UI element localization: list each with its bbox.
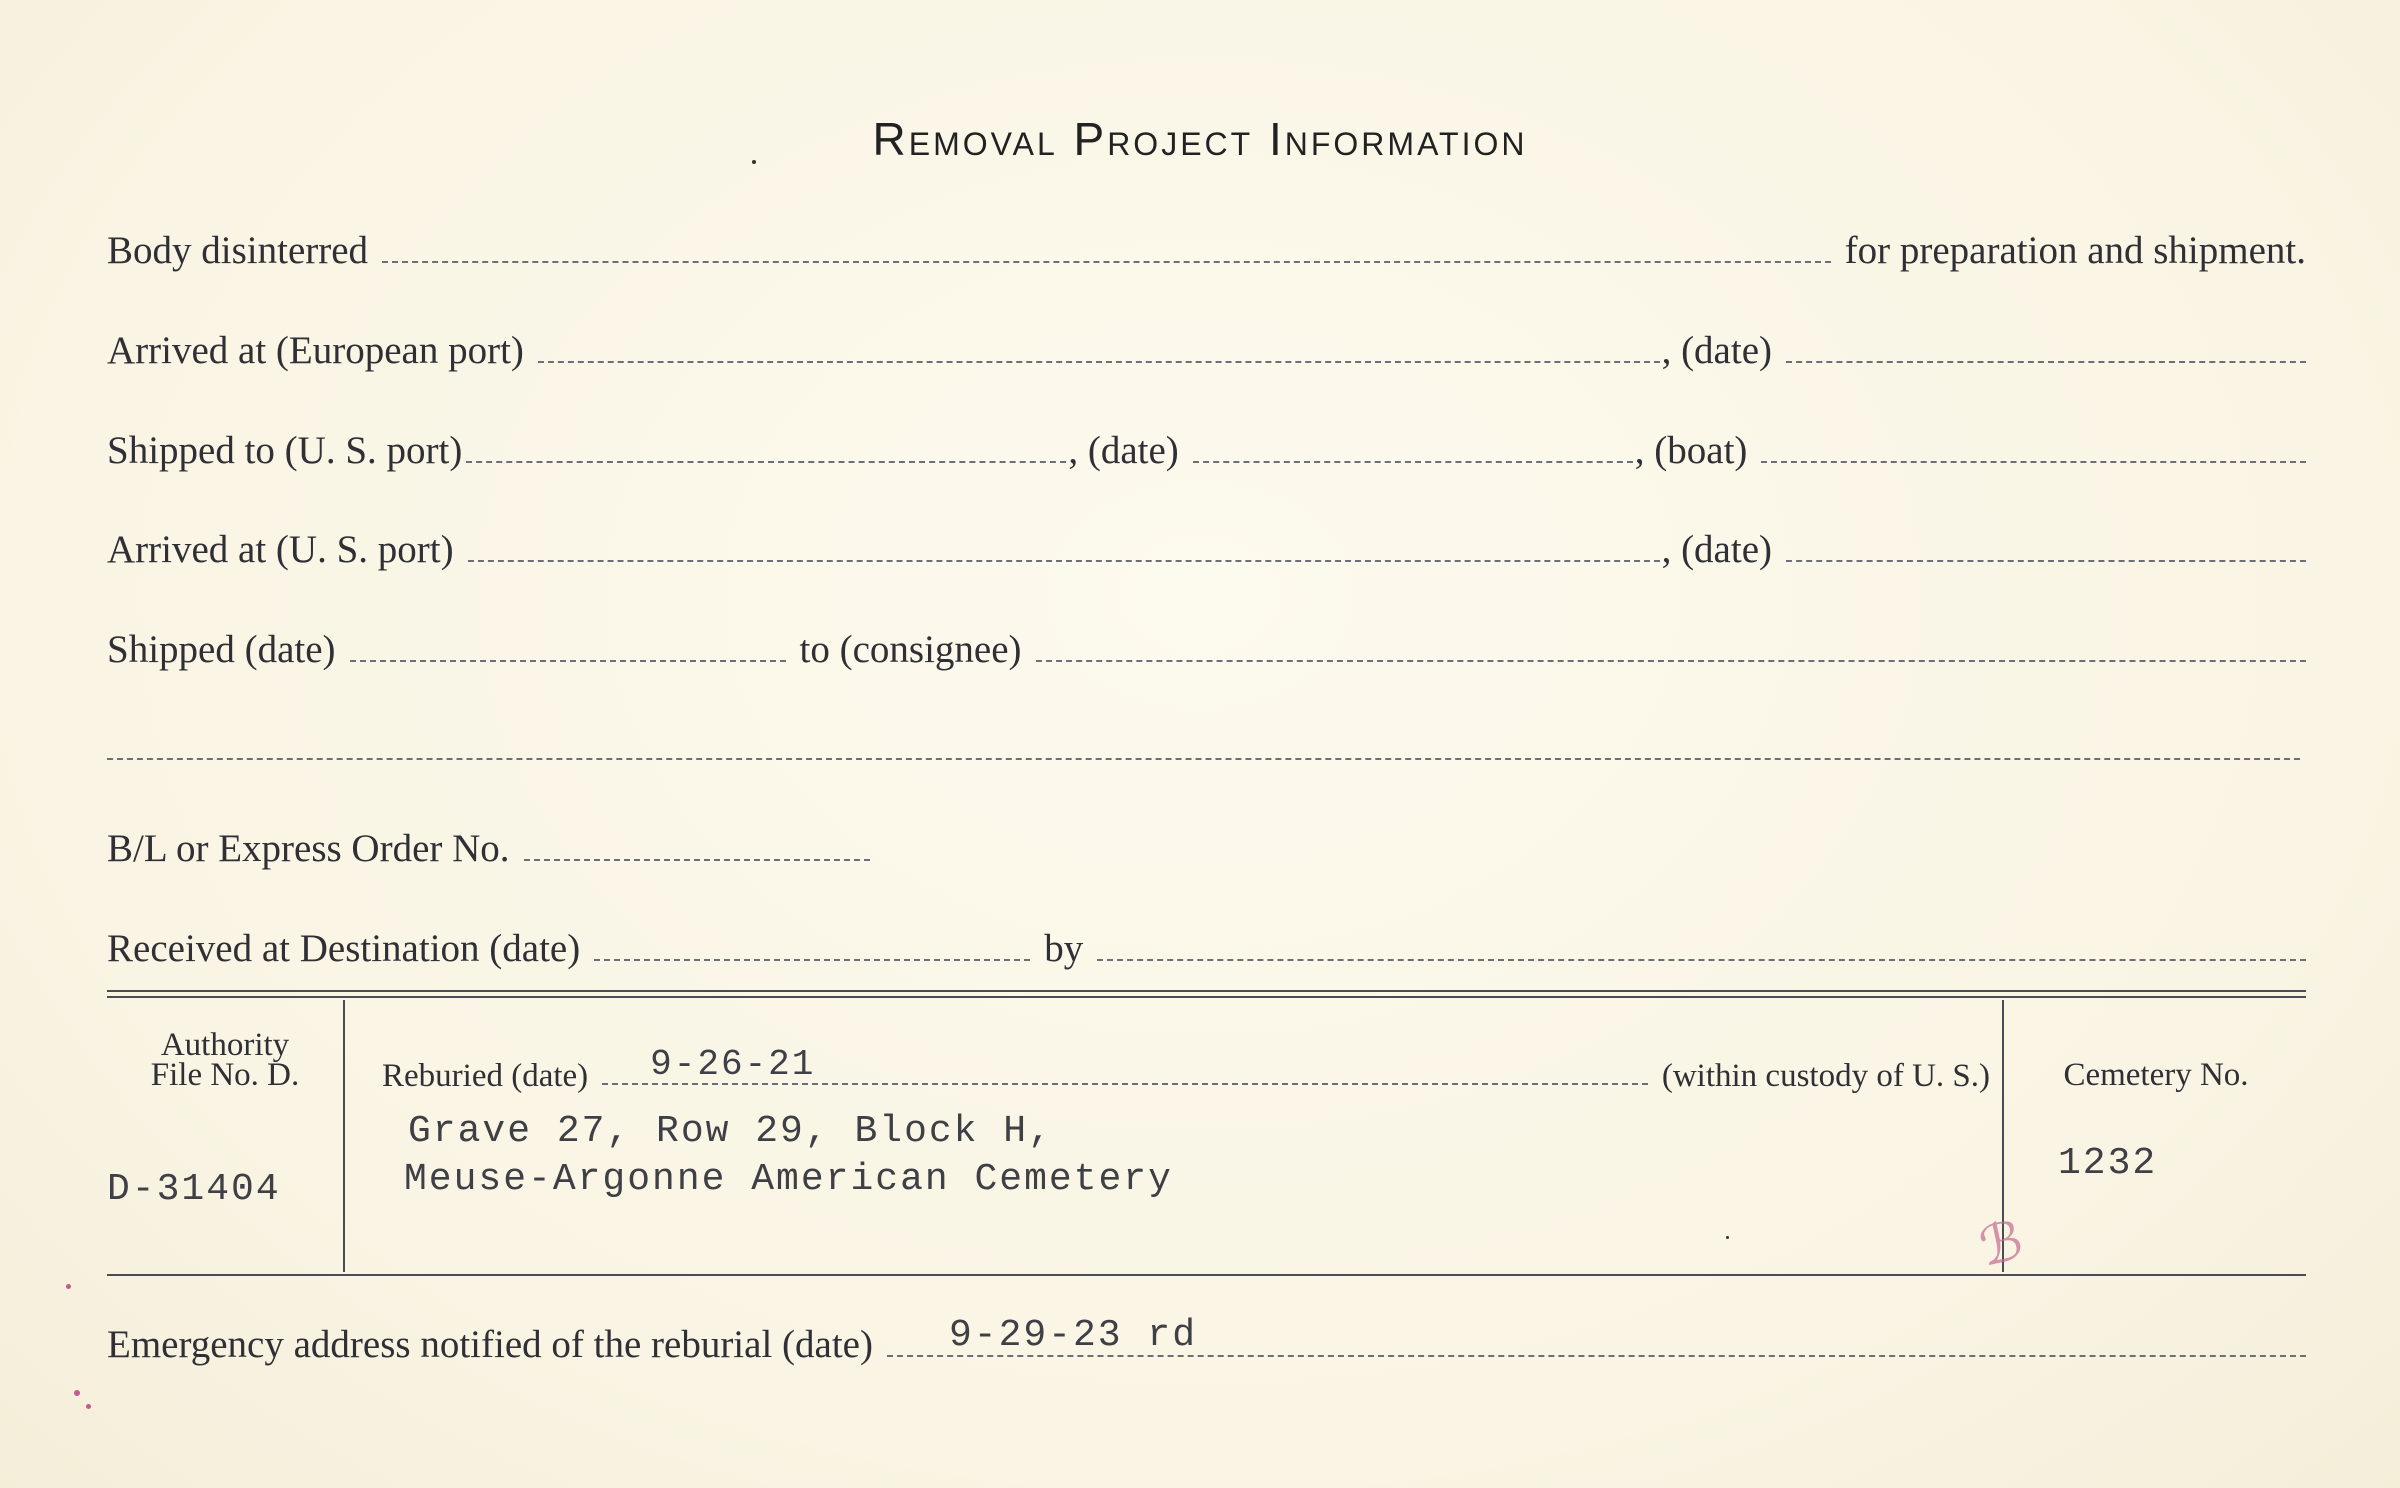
shipped-to-port-field <box>466 461 1066 463</box>
page-title: Removal Project Information <box>872 113 1528 165</box>
cemetery-label: Cemetery No. <box>2063 1057 2249 1093</box>
grave-location-line2: Meuse-Argonne American Cemetery <box>404 1158 1173 1201</box>
authority-label-line1: Authority <box>160 1027 290 1063</box>
shipped-date-field <box>1193 461 1633 463</box>
paper-speck <box>1726 1236 1729 1239</box>
received-label: Received at Destination (date) <box>107 927 581 970</box>
arrived-us-date-field <box>1786 560 2306 562</box>
reburied-row <box>382 1044 1990 1095</box>
shipped-date-label: , (date) <box>1068 429 1179 472</box>
bl-order-row <box>107 826 884 871</box>
body-disinterred-row <box>107 228 2306 273</box>
by-label: by <box>1044 927 1084 970</box>
emergency-row <box>107 1314 2306 1367</box>
shipped-to-label: Shipped to (U. S. port) <box>107 429 463 472</box>
ink-speck <box>66 1284 71 1289</box>
authority-label-line2: File No. D. <box>150 1057 300 1093</box>
for-preparation-label: for preparation and shipment. <box>1844 229 2306 272</box>
arrived-us-row <box>107 527 2306 572</box>
arrived-us-date-label: , (date) <box>1661 528 1772 571</box>
bl-order-field <box>524 859 870 861</box>
shipped-date-field2 <box>350 660 786 662</box>
emergency-label: Emergency address notified of the reburial (date) <box>107 1323 873 1366</box>
section-rule-bottom <box>107 1274 2306 1276</box>
reburied-date-field <box>602 1044 1648 1085</box>
ink-speck <box>74 1390 80 1396</box>
shipped-consignee-row <box>107 627 2306 672</box>
arrived-us-field <box>468 560 1660 562</box>
bl-order-label: B/L or Express Order No. <box>107 827 510 870</box>
emergency-date-field <box>887 1314 2306 1357</box>
received-row <box>107 926 2306 971</box>
shipped-date-label2: Shipped (date) <box>107 628 336 671</box>
consignee-continuation-line <box>107 758 2300 760</box>
consignee-field <box>1036 660 2306 662</box>
section-rule-top-double <box>107 996 2306 998</box>
reburied-label: Reburied (date) <box>382 1058 589 1094</box>
consignee-label: to (consignee) <box>799 628 1022 671</box>
authority-divider <box>343 1000 345 1272</box>
grave-location-line1: Grave 27, Row 29, Block H, <box>408 1110 1053 1153</box>
reburied-date-value: 9-26-21 <box>650 1044 816 1085</box>
body-disinterred-field <box>382 261 1831 263</box>
shipped-to-row <box>107 428 2306 473</box>
authority-label <box>107 1027 343 1093</box>
cemetery-number: 1232 <box>2058 1142 2158 1185</box>
arrived-european-date-field <box>1786 361 2306 363</box>
arrived-us-label: Arrived at (U. S. port) <box>107 528 454 571</box>
paper-speck <box>752 160 756 164</box>
received-by-field <box>1097 959 2306 961</box>
arrived-european-row <box>107 328 2306 373</box>
arrived-european-label: Arrived at (European port) <box>107 329 524 372</box>
emergency-date-value: 9-29-23 rd <box>948 1314 1198 1357</box>
section-rule-top <box>107 990 2306 992</box>
custody-label: (within custody of U. S.) <box>1661 1058 1990 1094</box>
body-disinterred-label: Body disinterred <box>107 229 369 272</box>
boat-label: , (boat) <box>1634 429 1748 472</box>
handwritten-check-mark: ℬ <box>1973 1208 2029 1279</box>
received-date-field <box>594 959 1030 961</box>
boat-field <box>1761 461 2306 463</box>
arrived-european-field <box>538 361 1660 363</box>
date-label: , (date) <box>1661 329 1772 372</box>
authority-file-number: D-31404 <box>107 1168 281 1211</box>
ink-speck <box>86 1404 91 1409</box>
